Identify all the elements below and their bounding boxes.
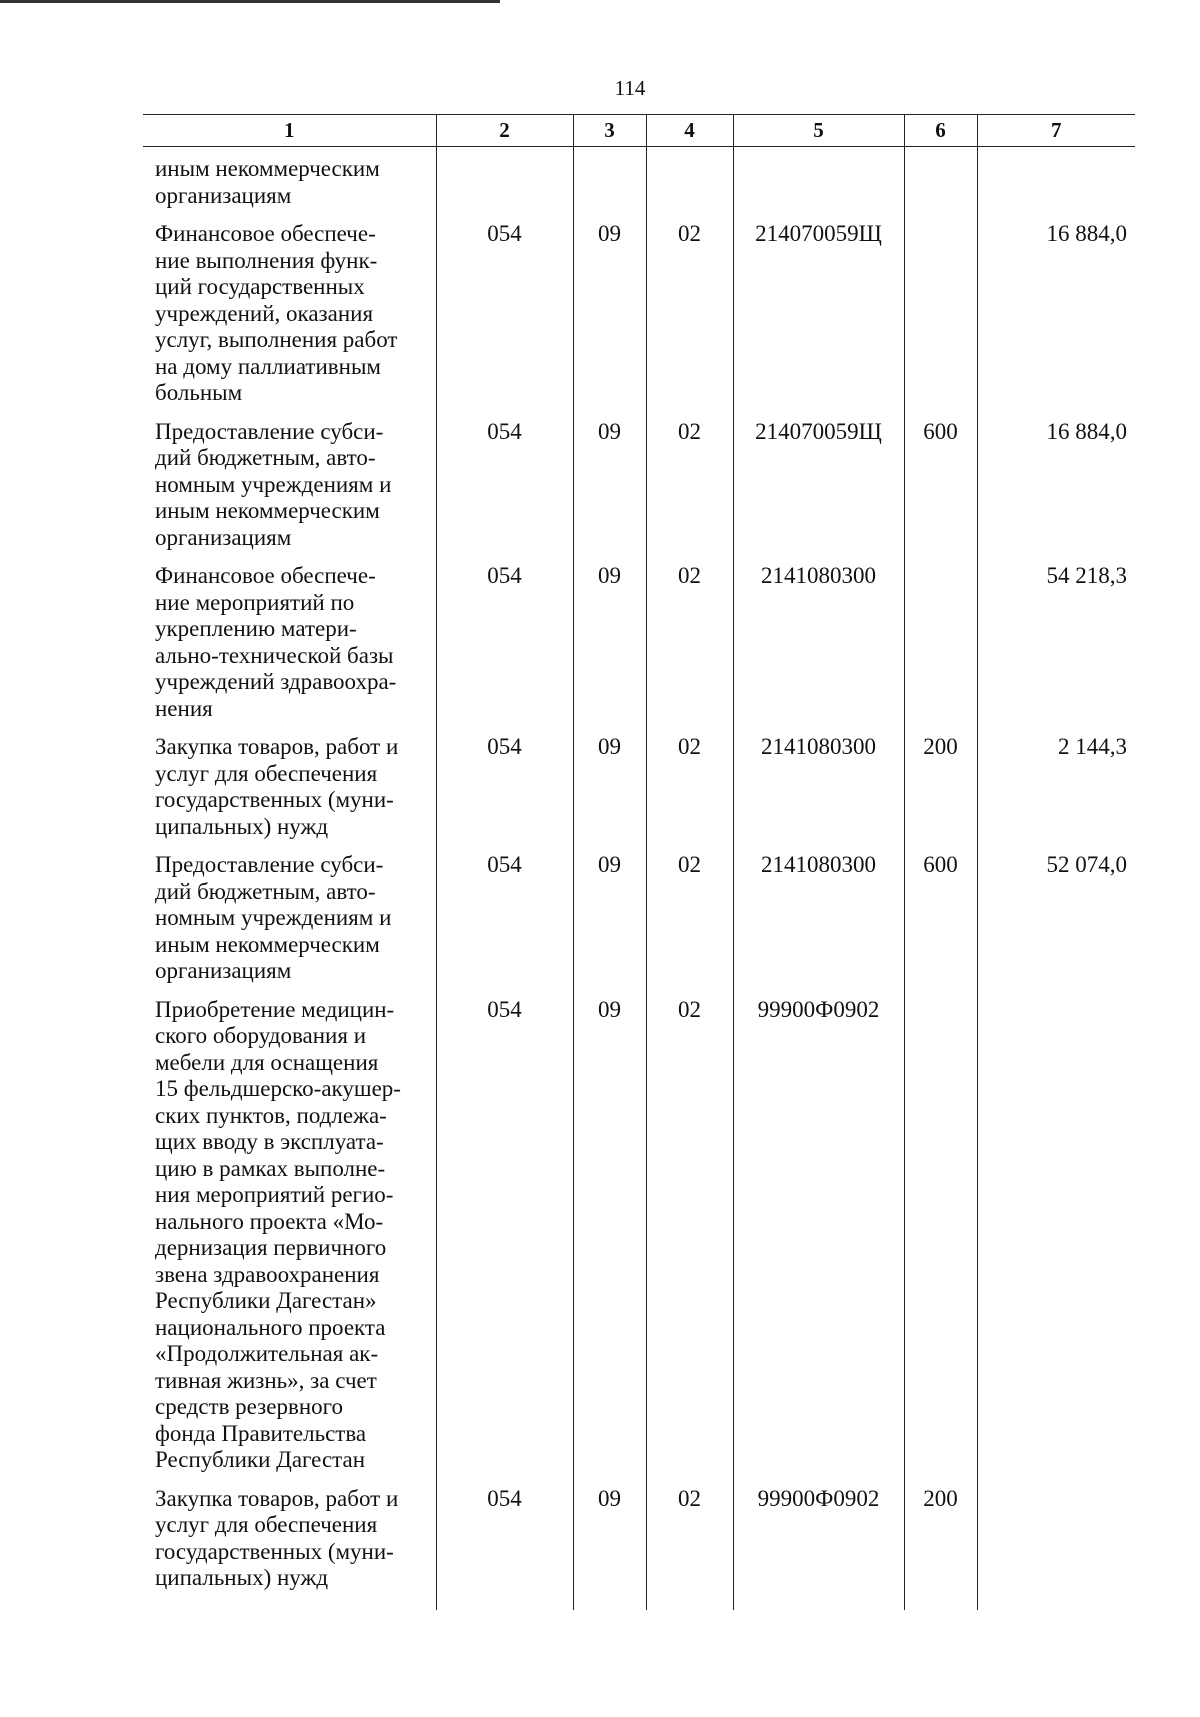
cell-c4: 02 <box>646 997 733 1486</box>
scan-edge-line <box>0 0 500 3</box>
cell-c5: 99900Ф0902 <box>733 1486 904 1610</box>
cell-c2: 054 <box>436 1486 573 1610</box>
column-header-3: 3 <box>573 115 646 147</box>
cell-c4 <box>646 147 733 222</box>
cell-c3 <box>573 147 646 222</box>
cell-c2: 054 <box>436 734 573 852</box>
table-row <box>143 419 1135 564</box>
cell-c6: 200 <box>904 1486 977 1610</box>
cell-amount <box>977 147 1135 222</box>
table-row <box>143 997 1135 1486</box>
cell-c3: 09 <box>573 1486 646 1610</box>
page-number: 114 <box>614 76 646 100</box>
table-row <box>143 734 1135 852</box>
cell-c5: 2141080300 <box>733 852 904 997</box>
column-header-7: 7 <box>977 115 1135 147</box>
cell-amount: 16 884,0 <box>977 419 1135 564</box>
cell-c5: 2141080300 <box>733 563 904 734</box>
table-row <box>143 563 1135 734</box>
column-header-1: 1 <box>143 115 436 147</box>
cell-c5: 214070059Щ <box>733 419 904 564</box>
cell-c5: 99900Ф0902 <box>733 997 904 1486</box>
cell-amount: 54 218,3 <box>977 563 1135 734</box>
column-header-5: 5 <box>733 115 904 147</box>
row-description: Финансовое обеспече- ние выполнения функ- ций государственных учреждений, оказания услуг, выполнения работ на дому паллиативным больным <box>155 221 398 405</box>
cell-c3: 09 <box>573 419 646 564</box>
cell-amount <box>977 997 1135 1486</box>
cell-c4: 02 <box>646 1486 733 1610</box>
cell-c6: 200 <box>904 734 977 852</box>
row-description: иным некоммерческим организациям <box>155 156 380 208</box>
cell-c2: 054 <box>436 852 573 997</box>
row-description: Финансовое обеспече- ние мероприятий по укреплению матери- ально-технической базы учреждений здравоохра- нения <box>155 563 397 721</box>
cell-c5 <box>733 147 904 222</box>
row-description: Закупка товаров, работ и услуг для обеспечения государственных (муни- ципальных) нужд <box>155 734 399 839</box>
row-description: Закупка товаров, работ и услуг для обеспечения государственных (муни- ципальных) нужд <box>155 1485 399 1590</box>
cell-c6: 600 <box>904 852 977 997</box>
cell-amount: 16 884,0 <box>977 221 1135 419</box>
table-row <box>143 852 1135 997</box>
cell-c4: 02 <box>646 221 733 419</box>
row-description: Предоставление субси- дий бюджетным, авто- номным учреждениям и иным некоммерческим организациям <box>155 418 392 550</box>
cell-c4: 02 <box>646 852 733 997</box>
table-row <box>143 147 1135 222</box>
cell-c6 <box>904 997 977 1486</box>
cell-c2: 054 <box>436 419 573 564</box>
table-row <box>143 221 1135 419</box>
budget-table <box>143 114 1135 1610</box>
cell-c3: 09 <box>573 997 646 1486</box>
cell-c3: 09 <box>573 563 646 734</box>
cell-amount: 2 144,3 <box>977 734 1135 852</box>
column-header-2: 2 <box>436 115 573 147</box>
cell-c6 <box>904 147 977 222</box>
cell-amount: 52 074,0 <box>977 852 1135 997</box>
cell-c5: 214070059Щ <box>733 221 904 419</box>
cell-c2 <box>436 147 573 222</box>
cell-c4: 02 <box>646 419 733 564</box>
table-row <box>143 1486 1135 1610</box>
column-header-6: 6 <box>904 115 977 147</box>
cell-c3: 09 <box>573 734 646 852</box>
row-description: Предоставление субси- дий бюджетным, авто- номным учреждениям и иным некоммерческим организациям <box>155 852 392 983</box>
header-row <box>143 115 1135 147</box>
cell-c2: 054 <box>436 563 573 734</box>
cell-c4: 02 <box>646 734 733 852</box>
cell-c6 <box>904 563 977 734</box>
cell-c4: 02 <box>646 563 733 734</box>
cell-c2: 054 <box>436 997 573 1486</box>
cell-amount <box>977 1486 1135 1610</box>
cell-c5: 2141080300 <box>733 734 904 852</box>
column-header-4: 4 <box>646 115 733 147</box>
cell-c3: 09 <box>573 852 646 997</box>
cell-c6 <box>904 221 977 419</box>
cell-c2: 054 <box>436 221 573 419</box>
cell-c6: 600 <box>904 419 977 564</box>
cell-c3: 09 <box>573 221 646 419</box>
row-description: Приобретение медицин- ского оборудования и мебели для оснащения 15 фельдшерско-акушер- ских пунктов, подлежа- щих вводу в эксплуата- цию в рамках выполне- ния мероприятий регио- нального проекта «Мо- дернизация первичного звена здравоохранения Республики Дагестан» национального проекта «Продолжительная ак- тивная жизнь», за счет средств резервного фонда Правительства Республики Дагестан <box>155 996 401 1472</box>
